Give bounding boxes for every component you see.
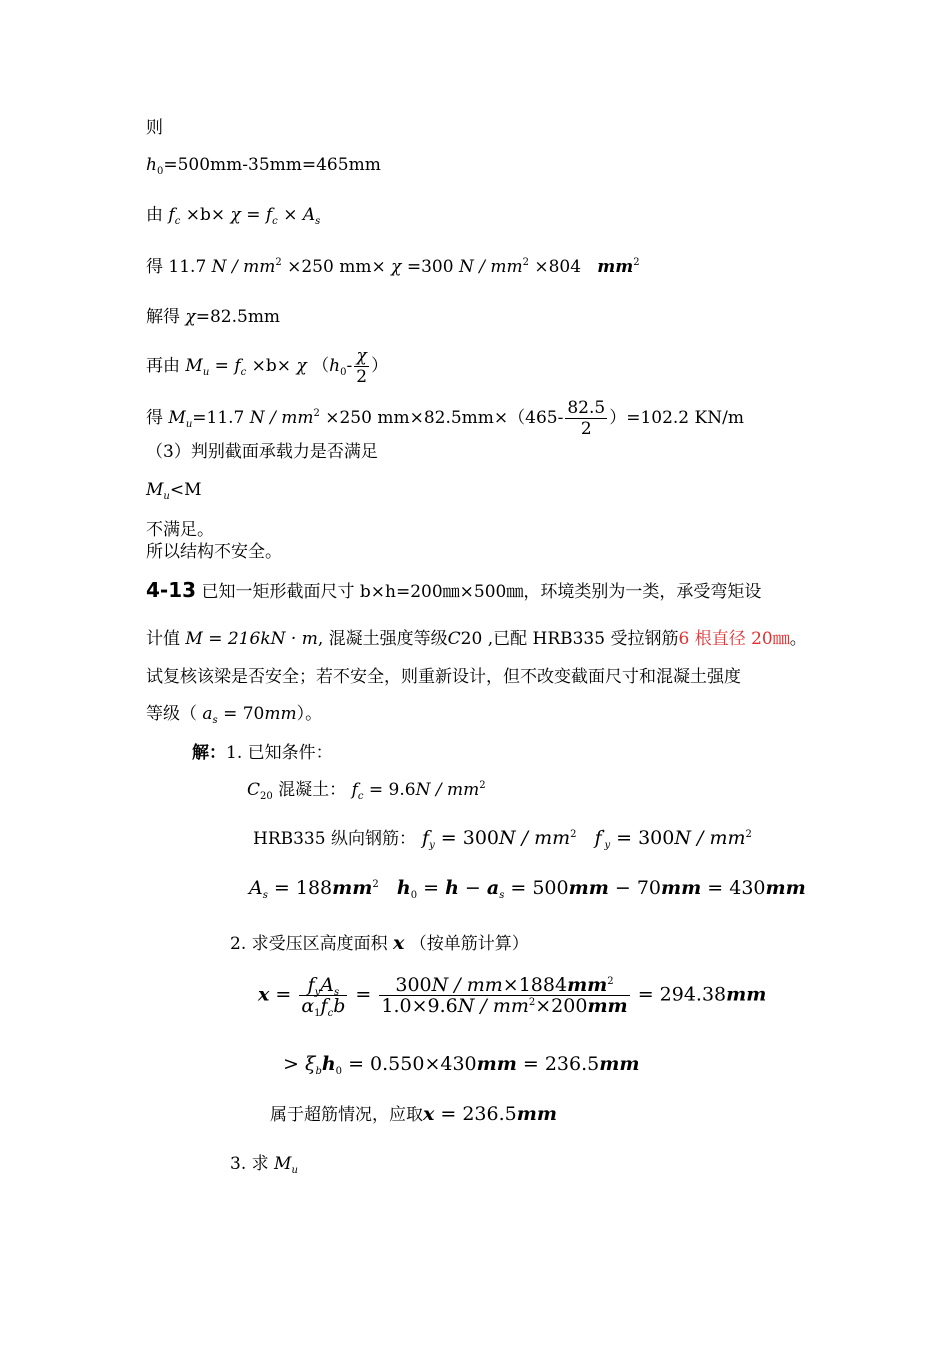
formula-h0: $h_0=500mm-35mm=465mm$ bbox=[146, 155, 381, 177]
formula-chi-result: 解得 χ=82.5mm bbox=[146, 307, 281, 327]
formula-mu-def: 再由 $M_u = f_c \times b\times \chi$ （$h_0-$ $\frac{\chi}{2}$ ） bbox=[146, 346, 389, 387]
formula-x-calc: x = $\frac{f_yA_s}{\alpha_1f_cb}$ = $\frac{300N / mm\times 1884mm^2}{1.0\times 9.6N / mm^2\times 200mm}$ = 294.38mm bbox=[258, 974, 767, 1019]
formula-equilibrium: 由 $f_c \times b\times \chi = f_c \times A_s$ bbox=[146, 205, 321, 227]
solution-step-3: 3. 求 $M_u$ bbox=[230, 1154, 298, 1176]
formula-xi-compare: > $\xi_bh_0 = 0.550\times 430mm = 236.5mm$ bbox=[283, 1053, 640, 1077]
formula-steel-fy: HRB335 纵向钢筋： $f_y = 300N / mm^2$ $f'_y = 300N / mm^2$ bbox=[253, 827, 752, 851]
formula-concrete-fc: $C_{20}$ 混凝土： $f_c = 9.6N / mm^2$ bbox=[247, 780, 486, 802]
text-conclusion: 所以结构不安全。 bbox=[146, 542, 282, 562]
solution-step-1: 解：1. 已知条件： bbox=[192, 743, 333, 763]
formula-as-h0: $A_s = 188mm^2$ $h_0 = h - a_s = 500mm - 70mm = 430mm$ bbox=[249, 877, 806, 901]
problem-number: 4-13 bbox=[146, 578, 197, 602]
formula-mu-result: 得 $M_u=11.7$ $N / mm^2 \times 250$ mm×82.5mm×（465- $\frac{82.5}{2}$ ）=102.2 KN/m bbox=[146, 398, 744, 439]
text-over-reinforced: 属于超筋情况，应取x = 236.5mm bbox=[270, 1103, 557, 1125]
problem-line-1: 4-13 已知一矩形截面尺寸 b×h=200㎜×500㎜，环境类别为一类，承受弯矩设 bbox=[146, 578, 762, 602]
formula-mu-compare: $M_u<M$ bbox=[146, 480, 202, 502]
solution-label: 解： bbox=[192, 743, 226, 763]
problem-line-2: 计值 M = 216kN · m, 混凝土强度等级C20 ,已配 HRB335 受拉钢筋6 根直径 20㎜。 bbox=[146, 629, 807, 649]
problem-line-4: 等级（ $a_s = 70mm$）。 bbox=[146, 704, 323, 726]
formula-substitution: 得 11.7 $N / mm^2 \times 250$ mm× χ =300 $N / mm^2 \times 804$ $mm^2$ bbox=[146, 257, 640, 277]
solution-step-2: 2. 求受压区高度面积 x （按单筋计算） bbox=[230, 932, 529, 954]
problem-line-3: 试复核该梁是否安全；若不安全，则重新设计，但不改变截面尺寸和混凝土强度 bbox=[146, 667, 741, 687]
text-not-satisfied: 不满足。 bbox=[146, 520, 214, 540]
text-line-ze: 则 bbox=[146, 118, 163, 138]
section-heading-3: （3）判别截面承载力是否满足 bbox=[146, 442, 378, 462]
highlight-rebar: 6 根直径 20㎜ bbox=[678, 629, 790, 649]
